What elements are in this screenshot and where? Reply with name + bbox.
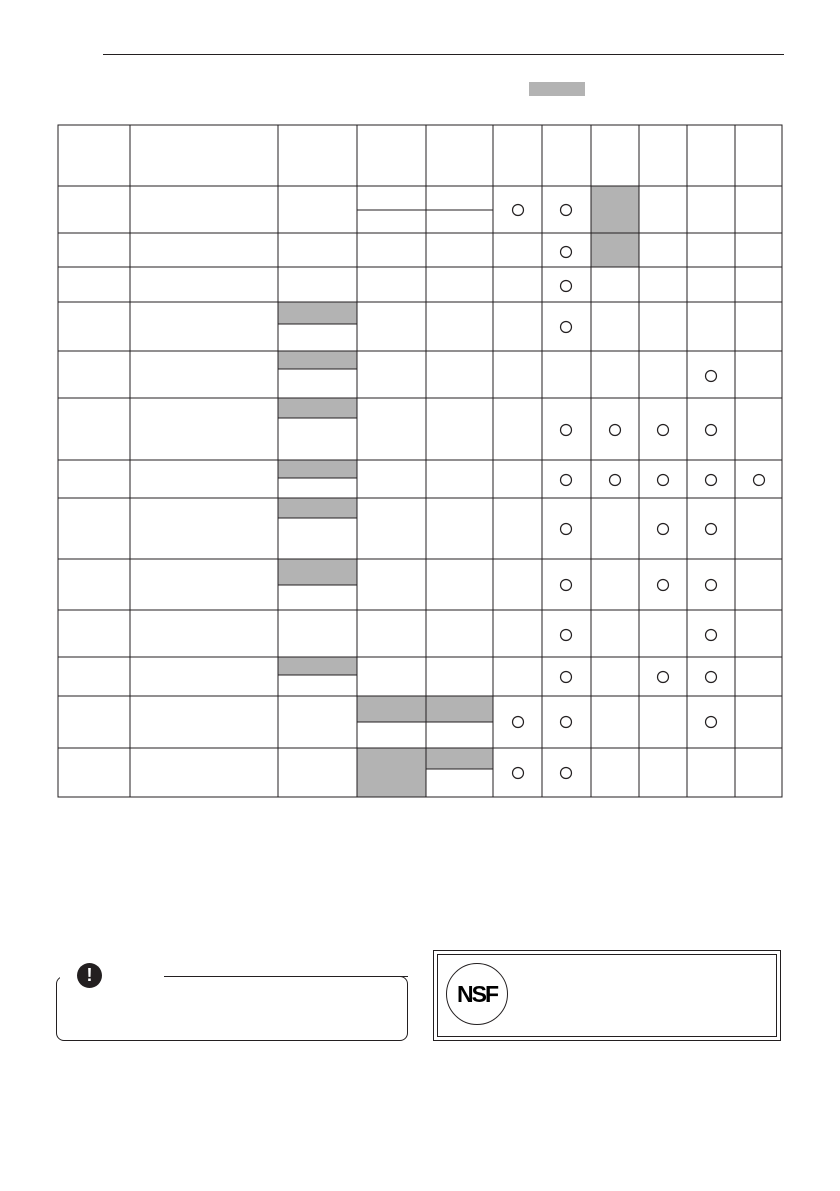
shaded-cell <box>278 559 357 585</box>
shaded-cell <box>278 302 357 324</box>
circle-mark <box>754 475 765 486</box>
circle-mark <box>706 630 717 641</box>
shaded-cell <box>357 696 426 722</box>
nsf-logo-icon: NSF <box>446 963 508 1025</box>
circle-mark <box>561 247 572 258</box>
circle-mark <box>561 205 572 216</box>
circle-mark <box>561 475 572 486</box>
circle-mark <box>658 580 669 591</box>
circle-mark <box>561 425 572 436</box>
circle-mark <box>706 672 717 683</box>
circle-mark <box>513 768 524 779</box>
shaded-cell <box>357 748 426 797</box>
note-header-rule <box>164 976 408 977</box>
circle-mark <box>658 524 669 535</box>
circle-mark <box>706 524 717 535</box>
circle-mark <box>561 768 572 779</box>
circle-mark <box>610 425 621 436</box>
circle-mark <box>658 475 669 486</box>
circle-mark <box>658 672 669 683</box>
circle-mark <box>561 322 572 333</box>
shaded-cell <box>278 498 357 518</box>
circle-mark <box>561 580 572 591</box>
exclamation-icon: ! <box>77 963 102 988</box>
nsf-certification-box <box>433 950 781 1041</box>
table-grid <box>58 125 782 797</box>
circle-mark <box>706 717 717 728</box>
circle-mark <box>706 425 717 436</box>
shaded-cell <box>278 398 357 418</box>
shaded-cells <box>278 186 639 797</box>
shaded-cell <box>278 657 357 675</box>
circle-mark <box>513 205 524 216</box>
shaded-cell <box>426 748 493 769</box>
circle-mark <box>561 524 572 535</box>
circle-mark <box>561 717 572 728</box>
circle-mark <box>561 672 572 683</box>
circle-mark <box>561 281 572 292</box>
shaded-cell <box>426 696 493 722</box>
nsf-inner-frame <box>437 954 777 1037</box>
circle-mark <box>706 371 717 382</box>
circle-mark <box>706 475 717 486</box>
shaded-cell <box>591 186 639 267</box>
note-box <box>56 976 408 1041</box>
circle-mark <box>610 475 621 486</box>
circle-mark <box>658 425 669 436</box>
shaded-cell <box>278 460 357 478</box>
circle-mark <box>706 580 717 591</box>
circle-mark <box>513 717 524 728</box>
shaded-cell <box>278 351 357 369</box>
circle-mark <box>561 630 572 641</box>
